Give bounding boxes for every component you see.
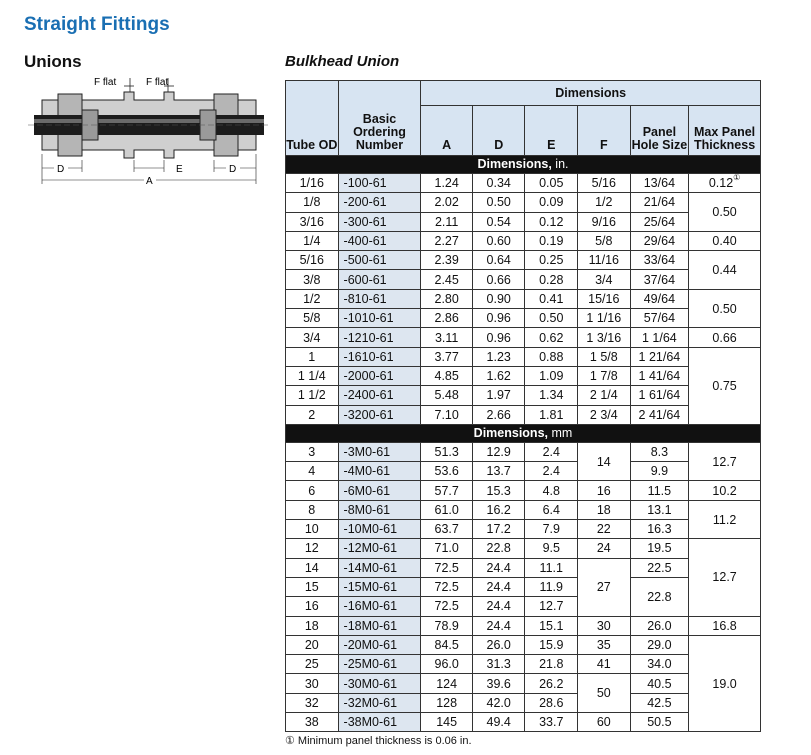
- cell-f: 5/16: [578, 174, 631, 193]
- cell-d: 42.0: [472, 693, 525, 712]
- cell-tube-od: 1/8: [286, 193, 339, 212]
- cell-tube-od: 3/8: [286, 270, 339, 289]
- cell-panel-hole: 57/64: [630, 309, 689, 328]
- cell-a: 2.02: [421, 193, 473, 212]
- dimensions-table: [285, 80, 761, 732]
- cell-d: 24.4: [472, 558, 525, 577]
- cell-d: 0.96: [472, 309, 525, 328]
- header-dimensions: Dimensions: [421, 81, 761, 106]
- cell-e: 33.7: [525, 713, 578, 732]
- cell-tube-od: 8: [286, 500, 339, 519]
- cell-max-panel-value: 0.50: [712, 301, 737, 316]
- cell-panel-hole: 1 1/64: [630, 328, 689, 347]
- cell-ordering-number: -25M0-61: [338, 655, 421, 674]
- cell-panel-hole: 8.3: [630, 442, 689, 461]
- cell-d: 0.96: [472, 328, 525, 347]
- cell-max-panel-value: 0.40: [712, 234, 737, 249]
- footnote: ① Minimum panel thickness is 0.06 in.: [285, 735, 472, 747]
- cell-a: 128: [421, 693, 473, 712]
- cell-panel-hole: 1 41/64: [630, 366, 689, 385]
- header-col-f: F: [578, 106, 631, 156]
- cell-panel-hole: 29/64: [630, 231, 689, 250]
- cell-e: 9.5: [525, 539, 578, 558]
- cell-tube-od: 5/8: [286, 309, 339, 328]
- cell-a: 2.39: [421, 251, 473, 270]
- cell-max-panel-value: 0.75: [712, 378, 737, 393]
- cell-d: 0.60: [472, 231, 525, 250]
- cell-f: 41: [578, 655, 631, 674]
- header-max-panel-thickness: Max Panel Thickness: [689, 106, 761, 156]
- cell-f: 3/4: [578, 270, 631, 289]
- cell-max-panel: [689, 231, 761, 250]
- cell-tube-od: 12: [286, 539, 339, 558]
- cell-ordering-number: -20M0-61: [338, 635, 421, 654]
- cell-d: 24.4: [472, 616, 525, 635]
- cell-e: 0.50: [525, 309, 578, 328]
- cell-d: 1.97: [472, 386, 525, 405]
- cell-panel-hole: 1 21/64: [630, 347, 689, 366]
- cell-panel-hole: 22.8: [630, 577, 689, 616]
- cell-d: 13.7: [472, 462, 525, 481]
- table-row: [286, 539, 761, 558]
- cell-max-panel: 16.8: [689, 616, 761, 635]
- cell-d: 0.50: [472, 193, 525, 212]
- cell-f: 9/16: [578, 212, 631, 231]
- cell-tube-od: 6: [286, 481, 339, 500]
- cell-a: 61.0: [421, 500, 473, 519]
- cell-tube-od: 2: [286, 405, 339, 424]
- footnote-marker: ①: [733, 173, 741, 183]
- cell-tube-od: 20: [286, 635, 339, 654]
- cell-a: 1.24: [421, 174, 473, 193]
- cell-max-panel: [689, 289, 761, 328]
- cell-panel-hole: 21/64: [630, 193, 689, 212]
- cell-max-panel-value: 0.50: [712, 205, 737, 220]
- cell-ordering-number: -2400-61: [338, 386, 421, 405]
- cell-f: 50: [578, 674, 631, 713]
- cell-e: 0.25: [525, 251, 578, 270]
- cell-max-panel: 11.2: [689, 500, 761, 539]
- table-row: [286, 442, 761, 461]
- cell-max-panel-value: 0.66: [712, 330, 737, 345]
- header-tube-od: Tube OD: [286, 81, 339, 156]
- cell-f: 16: [578, 481, 631, 500]
- cell-d: 2.66: [472, 405, 525, 424]
- header-ordering-number: Basic Ordering Number: [338, 81, 421, 156]
- cell-f: 11/16: [578, 251, 631, 270]
- cell-e: 28.6: [525, 693, 578, 712]
- cell-max-panel: 19.0: [689, 635, 761, 731]
- cell-tube-od: 3: [286, 442, 339, 461]
- cell-d: 0.54: [472, 212, 525, 231]
- cell-e: 0.05: [525, 174, 578, 193]
- cell-ordering-number: -500-61: [338, 251, 421, 270]
- cell-ordering-number: -3200-61: [338, 405, 421, 424]
- cell-ordering-number: -2000-61: [338, 366, 421, 385]
- cell-a: 7.10: [421, 405, 473, 424]
- cell-ordering-number: -4M0-61: [338, 462, 421, 481]
- cell-e: 15.9: [525, 635, 578, 654]
- cell-a: 63.7: [421, 520, 473, 539]
- cell-e: 2.4: [525, 442, 578, 461]
- label-d-left: D: [57, 164, 65, 175]
- cell-panel-hole: 25/64: [630, 212, 689, 231]
- cell-max-panel-value: 0.12: [708, 176, 734, 191]
- cell-panel-hole: 34.0: [630, 655, 689, 674]
- cell-max-panel: 12.7: [689, 442, 761, 481]
- cell-ordering-number: -100-61: [338, 174, 421, 193]
- cell-tube-od: 18: [286, 616, 339, 635]
- cell-a: 2.86: [421, 309, 473, 328]
- table-row: [286, 616, 761, 635]
- bulkhead-union-diagram: [24, 72, 274, 190]
- cell-a: 2.27: [421, 231, 473, 250]
- header-panel-hole-size: Panel Hole Size: [630, 106, 689, 156]
- cell-f: 15/16: [578, 289, 631, 308]
- cell-e: 1.81: [525, 405, 578, 424]
- cell-a: 84.5: [421, 635, 473, 654]
- cell-d: 24.4: [472, 577, 525, 596]
- cell-f: 5/8: [578, 231, 631, 250]
- cell-ordering-number: -300-61: [338, 212, 421, 231]
- label-f-flat-right: F flat: [146, 77, 169, 88]
- cell-panel-hole: 33/64: [630, 251, 689, 270]
- cell-panel-hole: 13/64: [630, 174, 689, 193]
- cell-panel-hole: 37/64: [630, 270, 689, 289]
- cell-panel-hole: 19.5: [630, 539, 689, 558]
- cell-e: 0.41: [525, 289, 578, 308]
- cell-tube-od: 10: [286, 520, 339, 539]
- cell-tube-od: 25: [286, 655, 339, 674]
- cell-max-panel: [689, 193, 761, 232]
- cell-panel-hole: 22.5: [630, 558, 689, 577]
- table-row: [286, 347, 761, 366]
- cell-panel-hole: 13.1: [630, 500, 689, 519]
- cell-f: 1 3/16: [578, 328, 631, 347]
- cell-a: 72.5: [421, 597, 473, 616]
- cell-tube-od: 1 1/2: [286, 386, 339, 405]
- cell-tube-od: 15: [286, 577, 339, 596]
- section-label-inches-text: Dimensions,: [477, 157, 552, 171]
- table-row: [286, 251, 761, 270]
- cell-panel-hole: 1 61/64: [630, 386, 689, 405]
- cell-d: 15.3: [472, 481, 525, 500]
- cell-a: 2.11: [421, 212, 473, 231]
- cell-e: 0.09: [525, 193, 578, 212]
- cell-e: 12.7: [525, 597, 578, 616]
- cell-f: 1 1/16: [578, 309, 631, 328]
- cell-ordering-number: -1210-61: [338, 328, 421, 347]
- cell-f: 2 3/4: [578, 405, 631, 424]
- cell-e: 1.09: [525, 366, 578, 385]
- cell-max-panel: [689, 347, 761, 424]
- cell-max-panel: [689, 328, 761, 347]
- cell-f: 27: [578, 558, 631, 616]
- cell-ordering-number: -400-61: [338, 231, 421, 250]
- cell-a: 96.0: [421, 655, 473, 674]
- cell-e: 0.19: [525, 231, 578, 250]
- header-col-a: A: [421, 106, 473, 156]
- cell-e: 4.8: [525, 481, 578, 500]
- cell-e: 15.1: [525, 616, 578, 635]
- cell-max-panel: [689, 251, 761, 290]
- cell-a: 145: [421, 713, 473, 732]
- cell-tube-od: 1/2: [286, 289, 339, 308]
- cell-a: 72.5: [421, 577, 473, 596]
- cell-d: 0.64: [472, 251, 525, 270]
- cell-f: 60: [578, 713, 631, 732]
- cell-e: 11.1: [525, 558, 578, 577]
- cell-max-panel: 10.2: [689, 481, 761, 500]
- cell-tube-od: 30: [286, 674, 339, 693]
- cell-a: 57.7: [421, 481, 473, 500]
- cell-e: 0.62: [525, 328, 578, 347]
- header-col-d: D: [472, 106, 525, 156]
- cell-panel-hole: 2 41/64: [630, 405, 689, 424]
- cell-d: 22.8: [472, 539, 525, 558]
- cell-ordering-number: -200-61: [338, 193, 421, 212]
- cell-tube-od: 1/16: [286, 174, 339, 193]
- cell-e: 0.88: [525, 347, 578, 366]
- cell-a: 3.11: [421, 328, 473, 347]
- cell-d: 17.2: [472, 520, 525, 539]
- cell-ordering-number: -3M0-61: [338, 442, 421, 461]
- cell-a: 5.48: [421, 386, 473, 405]
- cell-d: 1.23: [472, 347, 525, 366]
- label-f-flat-left: F flat: [94, 77, 117, 88]
- cell-ordering-number: -10M0-61: [338, 520, 421, 539]
- cell-f: 18: [578, 500, 631, 519]
- cell-a: 72.5: [421, 558, 473, 577]
- cell-f: 22: [578, 520, 631, 539]
- cell-e: 0.28: [525, 270, 578, 289]
- cell-e: 11.9: [525, 577, 578, 596]
- cell-ordering-number: -18M0-61: [338, 616, 421, 635]
- table-row: [286, 231, 761, 250]
- cell-panel-hole: 26.0: [630, 616, 689, 635]
- label-e: E: [176, 164, 183, 175]
- label-d-right: D: [229, 164, 237, 175]
- cell-d: 0.34: [472, 174, 525, 193]
- cell-d: 24.4: [472, 597, 525, 616]
- cell-tube-od: 1: [286, 347, 339, 366]
- cell-ordering-number: -6M0-61: [338, 481, 421, 500]
- cell-f: 24: [578, 539, 631, 558]
- cell-tube-od: 3/4: [286, 328, 339, 347]
- cell-e: 0.12: [525, 212, 578, 231]
- cell-ordering-number: -8M0-61: [338, 500, 421, 519]
- cell-d: 31.3: [472, 655, 525, 674]
- cell-a: 4.85: [421, 366, 473, 385]
- cell-d: 49.4: [472, 713, 525, 732]
- cell-f: 35: [578, 635, 631, 654]
- cell-max-panel: 12.7: [689, 539, 761, 616]
- cell-a: 51.3: [421, 442, 473, 461]
- section-label-mm: [286, 424, 761, 442]
- inch-section: [286, 156, 761, 425]
- cell-ordering-number: -30M0-61: [338, 674, 421, 693]
- cell-ordering-number: -14M0-61: [338, 558, 421, 577]
- cell-d: 12.9: [472, 442, 525, 461]
- cell-ordering-number: -38M0-61: [338, 713, 421, 732]
- cell-panel-hole: 42.5: [630, 693, 689, 712]
- product-title: Bulkhead Union: [285, 53, 400, 70]
- cell-ordering-number: -15M0-61: [338, 577, 421, 596]
- table-row: [286, 193, 761, 212]
- cell-d: 1.62: [472, 366, 525, 385]
- cell-e: 6.4: [525, 500, 578, 519]
- cell-tube-od: 16: [286, 597, 339, 616]
- cell-d: 39.6: [472, 674, 525, 693]
- cell-e: 26.2: [525, 674, 578, 693]
- cell-panel-hole: 9.9: [630, 462, 689, 481]
- cell-max-panel: [689, 174, 761, 193]
- cell-ordering-number: -600-61: [338, 270, 421, 289]
- section-label-inches: [286, 156, 761, 174]
- section-label-mm-unit: mm: [551, 425, 573, 440]
- cell-tube-od: 14: [286, 558, 339, 577]
- cell-d: 16.2: [472, 500, 525, 519]
- cell-panel-hole: 16.3: [630, 520, 689, 539]
- cell-panel-hole: 40.5: [630, 674, 689, 693]
- cell-a: 53.6: [421, 462, 473, 481]
- cell-panel-hole: 29.0: [630, 635, 689, 654]
- cell-ordering-number: -810-61: [338, 289, 421, 308]
- cell-a: 78.9: [421, 616, 473, 635]
- cell-a: 2.45: [421, 270, 473, 289]
- cell-ordering-number: -1610-61: [338, 347, 421, 366]
- cell-d: 0.66: [472, 270, 525, 289]
- table-row: [286, 174, 761, 193]
- cell-e: 2.4: [525, 462, 578, 481]
- cell-tube-od: 38: [286, 713, 339, 732]
- cell-ordering-number: -32M0-61: [338, 693, 421, 712]
- table-row: [286, 328, 761, 347]
- section-title: Straight Fittings: [24, 14, 170, 35]
- cell-e: 21.8: [525, 655, 578, 674]
- cell-a: 71.0: [421, 539, 473, 558]
- table-row: [286, 500, 761, 519]
- cell-ordering-number: -1010-61: [338, 309, 421, 328]
- cell-panel-hole: 50.5: [630, 713, 689, 732]
- table-row: [286, 289, 761, 308]
- subsection-title: Unions: [24, 52, 82, 71]
- cell-tube-od: 1/4: [286, 231, 339, 250]
- cell-panel-hole: 11.5: [630, 481, 689, 500]
- cell-tube-od: 3/16: [286, 212, 339, 231]
- label-a: A: [146, 176, 153, 187]
- cell-ordering-number: -16M0-61: [338, 597, 421, 616]
- cell-tube-od: 32: [286, 693, 339, 712]
- cell-panel-hole: 49/64: [630, 289, 689, 308]
- cell-tube-od: 5/16: [286, 251, 339, 270]
- cell-d: 26.0: [472, 635, 525, 654]
- cell-f: 1 5/8: [578, 347, 631, 366]
- cell-tube-od: 1 1/4: [286, 366, 339, 385]
- table-row: [286, 635, 761, 654]
- metric-section: [286, 424, 761, 731]
- table-row: [286, 481, 761, 500]
- tube-highlight: [34, 119, 264, 123]
- cell-f: 2 1/4: [578, 386, 631, 405]
- cell-d: 0.90: [472, 289, 525, 308]
- header-col-e: E: [525, 106, 578, 156]
- cell-max-panel-value: 0.44: [712, 262, 737, 277]
- section-label-mm-text: Dimensions,: [473, 425, 548, 440]
- cell-e: 7.9: [525, 520, 578, 539]
- cell-a: 2.80: [421, 289, 473, 308]
- section-label-inches-unit: in.: [555, 157, 569, 171]
- cell-f: 1/2: [578, 193, 631, 212]
- cell-e: 1.34: [525, 386, 578, 405]
- cell-f: 1 7/8: [578, 366, 631, 385]
- cell-f: 30: [578, 616, 631, 635]
- cell-ordering-number: -12M0-61: [338, 539, 421, 558]
- cell-f: 14: [578, 442, 631, 481]
- cell-tube-od: 4: [286, 462, 339, 481]
- cell-a: 3.77: [421, 347, 473, 366]
- cell-a: 124: [421, 674, 473, 693]
